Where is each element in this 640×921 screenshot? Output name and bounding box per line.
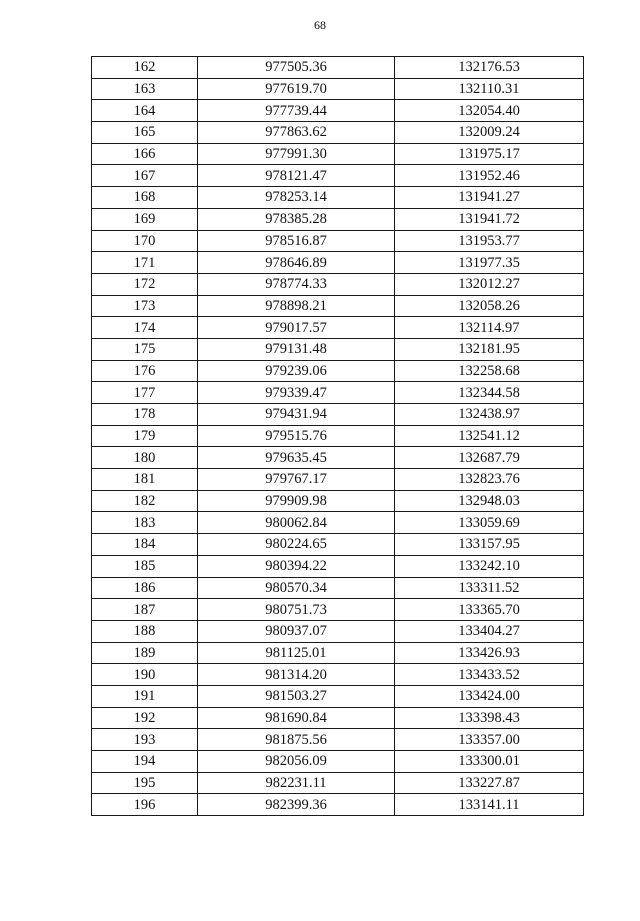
table-row — [92, 382, 584, 404]
y-coordinate-cell: 131977.35 — [395, 252, 584, 274]
table-row — [92, 490, 584, 512]
y-coordinate-cell: 132344.58 — [395, 382, 584, 404]
point-number-cell: 166 — [92, 143, 198, 165]
table-row — [92, 620, 584, 642]
x-coordinate-cell: 981875.56 — [198, 729, 395, 751]
y-coordinate-cell: 133398.43 — [395, 707, 584, 729]
table-row — [92, 534, 584, 556]
point-number-cell: 162 — [92, 57, 198, 79]
y-coordinate-cell: 132948.03 — [395, 490, 584, 512]
x-coordinate-cell: 979239.06 — [198, 360, 395, 382]
point-number-cell: 196 — [92, 794, 198, 816]
point-number-cell: 182 — [92, 490, 198, 512]
point-number-cell: 178 — [92, 404, 198, 426]
y-coordinate-cell: 131941.72 — [395, 208, 584, 230]
y-coordinate-cell: 133227.87 — [395, 772, 584, 794]
y-coordinate-cell: 132438.97 — [395, 404, 584, 426]
x-coordinate-cell: 977739.44 — [198, 100, 395, 122]
table-row — [92, 338, 584, 360]
point-number-cell: 195 — [92, 772, 198, 794]
x-coordinate-cell: 979131.48 — [198, 338, 395, 360]
point-number-cell: 188 — [92, 620, 198, 642]
table-row — [92, 751, 584, 773]
point-number-cell: 165 — [92, 122, 198, 144]
x-coordinate-cell: 978253.14 — [198, 187, 395, 209]
table-row — [92, 57, 584, 79]
point-number-cell: 163 — [92, 78, 198, 100]
table-row — [92, 273, 584, 295]
x-coordinate-cell: 980224.65 — [198, 534, 395, 556]
table-row — [92, 685, 584, 707]
table-row — [92, 729, 584, 751]
table-row — [92, 295, 584, 317]
point-number-cell: 164 — [92, 100, 198, 122]
table-row — [92, 599, 584, 621]
y-coordinate-cell: 133404.27 — [395, 620, 584, 642]
table-row — [92, 187, 584, 209]
y-coordinate-cell: 132012.27 — [395, 273, 584, 295]
point-number-cell: 193 — [92, 729, 198, 751]
y-coordinate-cell: 133311.52 — [395, 577, 584, 599]
point-number-cell: 167 — [92, 165, 198, 187]
point-number-cell: 181 — [92, 469, 198, 491]
point-number-cell: 183 — [92, 512, 198, 534]
table-row — [92, 252, 584, 274]
y-coordinate-cell: 133365.70 — [395, 599, 584, 621]
point-number-cell: 184 — [92, 534, 198, 556]
y-coordinate-cell: 132176.53 — [395, 57, 584, 79]
y-coordinate-cell: 132009.24 — [395, 122, 584, 144]
x-coordinate-cell: 981125.01 — [198, 642, 395, 664]
table-row — [92, 772, 584, 794]
table-row — [92, 555, 584, 577]
y-coordinate-cell: 131941.27 — [395, 187, 584, 209]
y-coordinate-cell: 133426.93 — [395, 642, 584, 664]
y-coordinate-cell: 132114.97 — [395, 317, 584, 339]
x-coordinate-cell: 978121.47 — [198, 165, 395, 187]
point-number-cell: 171 — [92, 252, 198, 274]
x-coordinate-cell: 980570.34 — [198, 577, 395, 599]
point-number-cell: 185 — [92, 555, 198, 577]
point-number-cell: 168 — [92, 187, 198, 209]
x-coordinate-cell: 980751.73 — [198, 599, 395, 621]
y-coordinate-cell: 131975.17 — [395, 143, 584, 165]
y-coordinate-cell: 133424.00 — [395, 685, 584, 707]
y-coordinate-cell: 132258.68 — [395, 360, 584, 382]
table-row — [92, 317, 584, 339]
table-row — [92, 425, 584, 447]
point-number-cell: 189 — [92, 642, 198, 664]
y-coordinate-cell: 133433.52 — [395, 664, 584, 686]
table-row — [92, 577, 584, 599]
y-coordinate-cell: 132687.79 — [395, 447, 584, 469]
table-row — [92, 794, 584, 816]
point-number-cell: 192 — [92, 707, 198, 729]
x-coordinate-cell: 978646.89 — [198, 252, 395, 274]
point-number-cell: 175 — [92, 338, 198, 360]
point-number-cell: 173 — [92, 295, 198, 317]
point-number-cell: 180 — [92, 447, 198, 469]
point-number-cell: 177 — [92, 382, 198, 404]
x-coordinate-cell: 980394.22 — [198, 555, 395, 577]
y-coordinate-cell: 132058.26 — [395, 295, 584, 317]
x-coordinate-cell: 982056.09 — [198, 751, 395, 773]
x-coordinate-cell: 979515.76 — [198, 425, 395, 447]
x-coordinate-cell: 978774.33 — [198, 273, 395, 295]
table-row — [92, 122, 584, 144]
x-coordinate-cell: 979909.98 — [198, 490, 395, 512]
x-coordinate-cell: 981503.27 — [198, 685, 395, 707]
y-coordinate-cell: 133141.11 — [395, 794, 584, 816]
point-number-cell: 169 — [92, 208, 198, 230]
x-coordinate-cell: 981690.84 — [198, 707, 395, 729]
y-coordinate-cell: 131953.77 — [395, 230, 584, 252]
x-coordinate-cell: 977619.70 — [198, 78, 395, 100]
x-coordinate-cell: 979017.57 — [198, 317, 395, 339]
x-coordinate-cell: 982231.11 — [198, 772, 395, 794]
x-coordinate-cell: 980937.07 — [198, 620, 395, 642]
table-row — [92, 447, 584, 469]
table-row — [92, 230, 584, 252]
x-coordinate-cell: 979339.47 — [198, 382, 395, 404]
x-coordinate-cell: 978385.28 — [198, 208, 395, 230]
table-row — [92, 404, 584, 426]
point-number-cell: 172 — [92, 273, 198, 295]
point-number-cell: 194 — [92, 751, 198, 773]
point-number-cell: 186 — [92, 577, 198, 599]
table-row — [92, 100, 584, 122]
coordinates-table-body — [92, 57, 584, 816]
x-coordinate-cell: 981314.20 — [198, 664, 395, 686]
y-coordinate-cell: 132110.31 — [395, 78, 584, 100]
table-row — [92, 469, 584, 491]
x-coordinate-cell: 977991.30 — [198, 143, 395, 165]
table-row — [92, 208, 584, 230]
x-coordinate-cell: 979767.17 — [198, 469, 395, 491]
y-coordinate-cell: 132054.40 — [395, 100, 584, 122]
point-number-cell: 187 — [92, 599, 198, 621]
x-coordinate-cell: 978516.87 — [198, 230, 395, 252]
page-number: 68 — [314, 18, 326, 32]
point-number-cell: 176 — [92, 360, 198, 382]
point-number-cell: 174 — [92, 317, 198, 339]
table-row — [92, 78, 584, 100]
y-coordinate-cell: 133357.00 — [395, 729, 584, 751]
y-coordinate-cell: 133157.95 — [395, 534, 584, 556]
x-coordinate-cell: 978898.21 — [198, 295, 395, 317]
y-coordinate-cell: 132823.76 — [395, 469, 584, 491]
point-number-cell: 191 — [92, 685, 198, 707]
table-row — [92, 143, 584, 165]
y-coordinate-cell: 132181.95 — [395, 338, 584, 360]
table-row — [92, 642, 584, 664]
x-coordinate-cell: 977863.62 — [198, 122, 395, 144]
x-coordinate-cell: 980062.84 — [198, 512, 395, 534]
table-row — [92, 360, 584, 382]
y-coordinate-cell: 132541.12 — [395, 425, 584, 447]
point-number-cell: 179 — [92, 425, 198, 447]
table-row — [92, 664, 584, 686]
point-number-cell: 190 — [92, 664, 198, 686]
coordinates-table — [91, 56, 584, 816]
table-row — [92, 707, 584, 729]
point-number-cell: 170 — [92, 230, 198, 252]
table-row — [92, 512, 584, 534]
x-coordinate-cell: 979431.94 — [198, 404, 395, 426]
y-coordinate-cell: 133242.10 — [395, 555, 584, 577]
y-coordinate-cell: 131952.46 — [395, 165, 584, 187]
x-coordinate-cell: 977505.36 — [198, 57, 395, 79]
table-row — [92, 165, 584, 187]
y-coordinate-cell: 133300.01 — [395, 751, 584, 773]
y-coordinate-cell: 133059.69 — [395, 512, 584, 534]
x-coordinate-cell: 982399.36 — [198, 794, 395, 816]
x-coordinate-cell: 979635.45 — [198, 447, 395, 469]
